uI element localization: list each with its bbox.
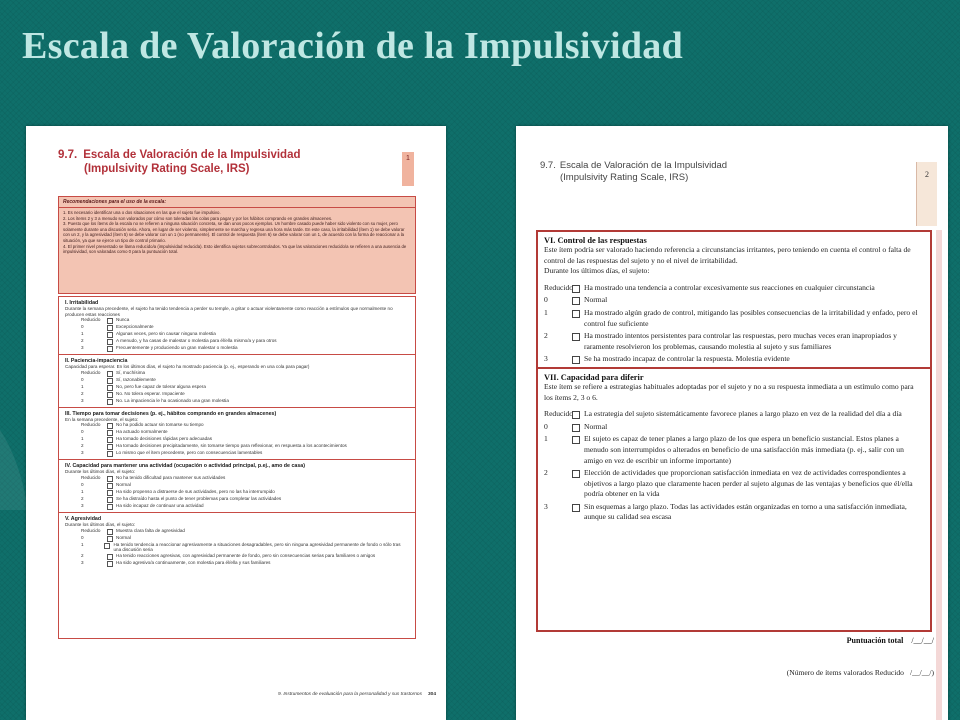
rating-label: Normal: [584, 421, 608, 431]
rating-score: 2: [81, 338, 84, 344]
rating-score: 2: [81, 495, 84, 501]
rating-option: [65, 496, 409, 503]
rating-checkbox[interactable]: [107, 504, 113, 510]
rating-checkbox[interactable]: [107, 437, 113, 443]
rating-score: 0: [81, 376, 84, 382]
rating-option: [65, 370, 409, 377]
reduced-count-field[interactable]: /__/__/): [909, 668, 934, 677]
page-2-title: [540, 160, 840, 184]
footer-text: 9. Instrumentos de evaluación para la personalidad y sus trastornos: [277, 692, 422, 697]
item-description: Durante la semana precedente, el sujeto ha tenido tendencia a perder su temple, a gritar o actuar violentamente como reacción a estímulos que normalmente no producen estas reacciones: [65, 306, 393, 317]
rating-label: Ha tenido tendencia a reaccionar agresivamente a situaciones desagradables, pero sin ninguna agresividad permanente de fondo o sólo tras una discusión seria: [113, 541, 401, 553]
rating-checkbox[interactable]: [107, 451, 113, 457]
rating-option: [65, 489, 409, 496]
title-english: (Impulsivity Rating Scale, IRS): [84, 163, 250, 175]
item-title: II. Paciencia-impaciencia: [65, 358, 128, 365]
rating-checkbox[interactable]: [107, 483, 113, 489]
page-2-items: [536, 230, 932, 632]
rating-label: No. No tolera esperar. Impaciente: [116, 390, 185, 396]
rating-label: Ha mostrado intentos persistentes para controlar las respuestas, pero muchas veces eran inapropiados y raramente resolvieron los problemas, causando molestia al sujeto y sus familiares: [584, 331, 897, 351]
rating-label: Ha sido propenso a distraerse de sus actividades, pero no las ha interrumpido: [116, 488, 275, 494]
rating-score: 2: [81, 390, 84, 396]
rating-checkbox[interactable]: [107, 392, 113, 398]
rating-score: 3: [544, 354, 548, 364]
rating-option: [65, 429, 409, 436]
rating-checkbox[interactable]: [107, 325, 113, 331]
rating-checkbox[interactable]: [107, 385, 113, 391]
rating-label: La estrategia del sujeto sistemáticamente favorece planes a largo plazo en vez de la realidad del día a día: [584, 409, 902, 419]
rating-label: No. La impaciencia le ha ocasionado una gran molestia: [116, 397, 229, 403]
rating-label: Ha tenido reacciones agresivas, con agresividad permanente de fondo, pero sin consecuencias serias para familiares o amigos: [116, 552, 376, 558]
rating-score: 2: [81, 552, 84, 558]
rating-score: 1: [544, 434, 548, 444]
rating-option: [544, 295, 924, 306]
rating-option: [65, 391, 409, 398]
rating-label: Sí, muchísima: [116, 369, 146, 375]
rating-label: Lo mismo que el ítem precedente, pero con consecuencias lamentables: [116, 450, 263, 456]
title-spanish: Escala de Valoración de la Impulsividad: [559, 160, 728, 171]
rating-score: 0: [544, 295, 548, 305]
rating-option: [65, 450, 409, 457]
rating-option: [65, 324, 409, 331]
rating-label: Elección de actividades que proporcionan satisfacción inmediata en vez de actividades correspondientes a objetivos a largo plazo que claramente hacen perder al sujeto algunas de las ventajas y beneficios que él/ella podría obtener en la vida: [584, 468, 913, 499]
rating-label: Ha mostrado algún grado de control, mitigando las posibles consecuencias de la irritabilidad y enfado, pero el control fue suficiente: [584, 307, 918, 328]
rating-option: [65, 422, 409, 429]
rating-score: 2: [544, 331, 548, 341]
section-number: 9.7.: [540, 160, 556, 171]
rating-checkbox[interactable]: [572, 411, 580, 419]
rating-score: 3: [81, 345, 84, 351]
title-spanish: Escala de Valoración de la Impulsividad: [83, 149, 301, 161]
page-edge-decoration: [936, 230, 942, 720]
item-section: [538, 367, 930, 523]
rating-score: 3: [544, 501, 548, 511]
total-score: [786, 636, 934, 645]
page-1-header: [34, 148, 438, 192]
rating-option: [65, 503, 409, 510]
recommendation-item: 2. Los ítems 2 y 3 a menudo son valorados por cómo son toleradas las colas para pagar y por los hábitos comprando en grandes almacenes.: [63, 215, 333, 221]
page-1-items: [58, 296, 416, 639]
rating-checkbox[interactable]: [107, 423, 113, 429]
rating-option: [544, 308, 924, 329]
rating-score: 3: [81, 397, 84, 403]
rating-checkbox[interactable]: [572, 436, 580, 444]
rating-option: [65, 443, 409, 450]
rating-checkbox[interactable]: [572, 424, 580, 432]
page-1-title: [58, 148, 398, 176]
recommendations-list: [59, 208, 415, 257]
rating-checkbox[interactable]: [107, 318, 113, 324]
item-section: [59, 407, 415, 460]
rating-score: 1: [81, 541, 84, 547]
rating-option: [65, 535, 409, 542]
rating-option: [65, 475, 409, 482]
rating-label: Nunca: [116, 317, 130, 323]
rating-score: Reducido: [81, 474, 101, 480]
item-title: VI. Control de las respuestas: [544, 236, 647, 245]
page-1-footer: [206, 692, 436, 697]
item-section: [59, 296, 415, 354]
rating-score: 3: [81, 502, 84, 508]
item-description-line: Durante los últimos días, el sujeto:: [544, 266, 650, 276]
rating-score: 0: [81, 481, 84, 487]
slide-title: Escala de Valoración de la Impulsividad: [22, 25, 684, 67]
rating-score: Reducido: [544, 409, 574, 419]
total-score-field[interactable]: /__/__/: [911, 636, 934, 645]
item-description: Capacidad para esperar. En los últimos días, el sujeto ha mostrado paciencia (p. ej., esperando en una cola para pagar): [65, 364, 310, 370]
rating-label: Ha actuado normalmente: [116, 429, 168, 435]
recommendations-title: Recomendaciones para el uso de la escala:: [59, 197, 415, 208]
rating-checkbox[interactable]: [107, 399, 113, 405]
item-description-line: Este ítem podría ser valorado haciendo referencia a circunstancias irritantes, pero teniendo en cuenta el control o falta de control de las respuestas del sujeto y no el nivel de irritabilidad.: [544, 245, 911, 265]
rating-score: 1: [81, 488, 84, 494]
rating-checkbox[interactable]: [572, 333, 580, 341]
rating-option: [544, 283, 924, 294]
rating-score: 2: [81, 443, 84, 449]
rating-option: [544, 434, 924, 466]
rating-score: 0: [81, 534, 84, 540]
rating-label: Normal: [116, 481, 131, 487]
recommendation-item: 1. Es necesario identificar una o dos situaciones en las que el sujeto fue impulsivo.: [63, 210, 221, 215]
rating-score: Reducido: [81, 527, 101, 533]
background-swoosh-decoration: [0, 420, 28, 510]
rating-checkbox[interactable]: [107, 476, 113, 482]
rating-checkbox[interactable]: [107, 346, 113, 352]
rating-label: No ha podido actuar sin tomarse su tiempo: [116, 422, 204, 428]
rating-option: [65, 384, 409, 391]
item-title: I. Irritabilidad: [65, 300, 99, 306]
rating-checkbox[interactable]: [107, 332, 113, 338]
total-score-label: Puntuación total: [846, 636, 904, 645]
rating-label: No, pero fue capaz de tolerar alguna espera: [116, 383, 206, 389]
rating-checkbox[interactable]: [107, 378, 113, 384]
rating-option: [65, 331, 409, 338]
item-title: V. Agresividad: [65, 515, 102, 522]
rating-checkbox[interactable]: [107, 536, 113, 542]
rating-option: [65, 398, 409, 405]
rating-label: Se ha distraído hasta el punto de tener problemas para completar las actividades: [116, 495, 282, 501]
rating-checkbox[interactable]: [104, 543, 110, 549]
rating-score: 3: [81, 450, 84, 456]
rating-label: Ha sido incapaz de continuar una actividad: [116, 502, 204, 508]
recommendations-box: [58, 196, 416, 294]
rating-option: [65, 553, 409, 560]
rating-checkbox[interactable]: [572, 470, 580, 478]
rating-label: No ha tenido dificultad para mantener sus actividades: [116, 474, 226, 480]
rating-label: Sin esquemas a largo plazo. Todas las actividades están organizadas en torno a una satisfacción inmediata, aunque su calidad sea escasa: [584, 501, 907, 522]
rating-option: [65, 436, 409, 443]
rating-label: El sujeto es capaz de tener planes a largo plazo de los que espera un beneficio sustancial. Estos planes a menudo son interrumpidos o alterados en beneficio de una satisfacción más inmediata (p. ej., salir con un amigo en vez de escribir un informe importante): [584, 434, 904, 465]
rating-checkbox[interactable]: [572, 356, 580, 364]
rating-checkbox[interactable]: [107, 430, 113, 436]
rating-checkbox[interactable]: [572, 297, 580, 305]
rating-checkbox[interactable]: [107, 529, 113, 535]
rating-score: Reducido: [544, 282, 574, 292]
rating-label: Ha tomado decisiones rápidas pero adecuadas: [116, 436, 213, 442]
rating-checkbox[interactable]: [107, 554, 113, 560]
rating-score: 2: [544, 468, 548, 478]
rating-score: 1: [81, 436, 84, 442]
rating-checkbox[interactable]: [107, 561, 113, 567]
item-description-line: Este ítem se refiere a estrategias habituales adoptadas por el sujeto y no a su respuesta inmediata a un estímulo como para los ítems 2, 3 o 6.: [544, 381, 914, 402]
reduced-count-label: (Número de ítems valorados Reducido: [786, 668, 904, 677]
rating-checkbox[interactable]: [107, 444, 113, 450]
rating-checkbox[interactable]: [107, 497, 113, 503]
recommendation-item: 3. Puesto que los ítems de la escala no se refieren a ninguna situación concreta, se dan unos pocos ejemplos. Un hombre casado puede haber sido violento con su mujer, pero solamente durante una discusión seria. Ahora, en lugar de ser violento, simplemente se marcha y regresa una hora más tarde. En este caso, la irritabilidad (ítem 1) se debe valorar con un 2, y la agresividad (ítem 5) se debe valorar con un 1 (no permanente). El control de respuesta (ítem 6) se debe valorar con un 1, de acuerdo con la forma de reaccionar a la situación, ya que se ejerce un tipo de control primario.: [63, 221, 405, 243]
item-description: En la semana precedente, el sujeto:: [65, 416, 139, 422]
rating-checkbox[interactable]: [107, 490, 113, 496]
rating-option: [65, 560, 409, 567]
rating-label: Algunas veces, pero sin causar ninguna molestia: [116, 331, 216, 337]
page-number: 304: [427, 692, 436, 697]
rating-option: [65, 528, 409, 535]
rating-label: Normal: [116, 534, 131, 540]
rating-option: [65, 345, 409, 352]
rating-checkbox[interactable]: [107, 371, 113, 377]
rating-option: [544, 331, 924, 352]
rating-option: [65, 317, 409, 324]
rating-checkbox[interactable]: [572, 504, 580, 512]
rating-label: Normal: [584, 295, 608, 305]
rating-score: Reducido: [81, 422, 101, 428]
page-tab: [916, 162, 937, 226]
rating-option: [65, 377, 409, 384]
section-number: 9.7.: [58, 149, 78, 161]
rating-option: [544, 422, 924, 433]
item-section: [59, 354, 415, 407]
item-section: [59, 459, 415, 512]
rating-label: Se ha mostrado incapaz de controlar la respuesta. Molestia evidente: [584, 354, 790, 364]
rating-score: 0: [81, 429, 84, 435]
rating-score: 1: [544, 307, 548, 317]
rating-score: Reducido: [81, 317, 101, 323]
rating-option: [544, 354, 924, 365]
rating-checkbox[interactable]: [572, 285, 580, 293]
rating-label: Ha tomado decisiones precipitadamente, sin tomarse tiempo para reflexionar, en respuesta a los acontecimientos: [116, 443, 347, 449]
rating-label: Sí, razonablemente: [116, 376, 156, 382]
rating-score: 1: [81, 383, 84, 389]
rating-option: [65, 338, 409, 345]
rating-score: 3: [81, 559, 84, 565]
rating-label: Excepcionalmente: [116, 324, 154, 330]
page-tab: 1: [402, 152, 414, 186]
rating-label: Muestra clara falta de agresividad: [116, 527, 185, 533]
rating-label: Ha mostrado una tendencia a controlar excesivamente sus reacciones en cualquier circunstancia: [584, 282, 875, 292]
item-description: [544, 245, 924, 277]
scale-page-1: [26, 126, 446, 720]
rating-option: [544, 502, 924, 523]
rating-option: [65, 542, 409, 553]
page-tab-number: 2: [925, 170, 929, 179]
item-title: III. Tiempo para tomar decisiones (p. ej., hábitos comprando en grandes almacenes): [65, 410, 277, 417]
rating-label: A menudo, y ha casas de malestar o molestia para él/ella mismo/a y para otros: [116, 338, 277, 344]
rating-option: [544, 409, 924, 420]
recommendation-item: 4. El primer nivel presentado se llama reducido/a (impulsividad reducida). Esto identifica sujetos sobrecontrolados. Ya que las valoraciones reducido/a se refieren a una ausencia de impulsividad, son valoradas como 0 para la puntuación total.: [63, 243, 407, 255]
rating-checkbox[interactable]: [572, 310, 580, 318]
item-section: [59, 512, 415, 569]
rating-label: Ha sido agresivo/a continuamente, con molestia para él/ella y sus familiares: [116, 559, 271, 565]
item-title: IV. Capacidad para mantener una actividad (ocupación o actividad principal, p.ej., amo de casa): [65, 463, 306, 470]
rating-option: [544, 468, 924, 500]
reduced-items-count: [706, 668, 934, 677]
scale-page-2: [516, 126, 948, 720]
rating-score: 1: [81, 331, 84, 337]
rating-checkbox[interactable]: [107, 339, 113, 345]
item-description: Durante los últimos días, el sujeto:: [65, 521, 136, 527]
item-title: VII. Capacidad para diferir: [544, 372, 644, 382]
rating-label: Frecuentemente y produciendo un gran malestar o molestia: [116, 345, 238, 351]
rating-score: Reducido: [81, 369, 101, 375]
item-description: Durante los últimos días, el sujeto:: [65, 469, 136, 475]
rating-option: [65, 482, 409, 489]
rating-score: 0: [544, 421, 548, 431]
item-description: [544, 382, 924, 403]
title-english: (Impulsivity Rating Scale, IRS): [560, 172, 689, 183]
rating-score: 0: [81, 324, 84, 330]
item-section: [538, 232, 930, 365]
